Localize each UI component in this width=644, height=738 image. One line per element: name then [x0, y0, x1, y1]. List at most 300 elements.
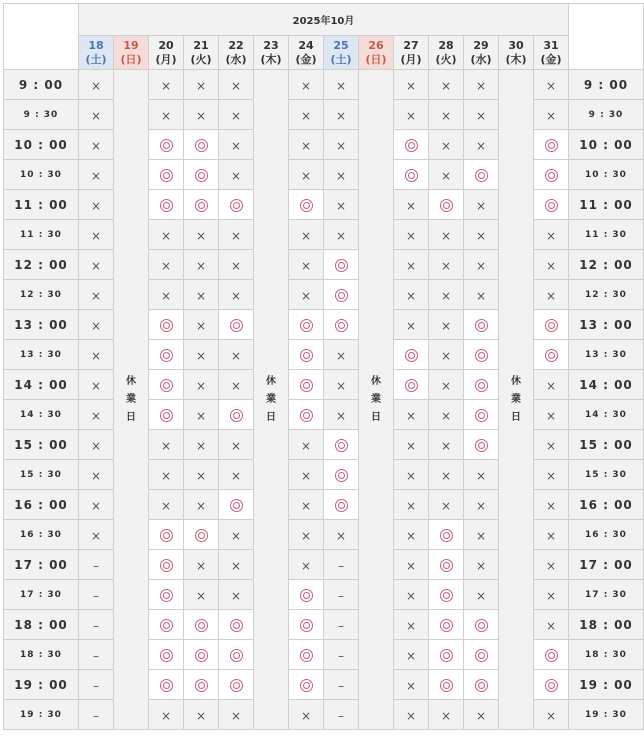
slot-available[interactable]	[289, 340, 324, 370]
day-header-21	[184, 36, 219, 70]
slot-available[interactable]	[149, 400, 184, 430]
day-number: 31	[543, 38, 559, 52]
slot-available[interactable]	[289, 370, 324, 400]
cross-mark: ×	[475, 229, 487, 243]
slot-available[interactable]	[324, 490, 359, 520]
slot-available[interactable]	[464, 610, 499, 640]
time-label-right: 15 : 00	[569, 430, 644, 460]
cross-mark: ×	[195, 469, 207, 483]
slot-available[interactable]	[429, 640, 464, 670]
slot-unavailable	[324, 190, 359, 220]
slot-available[interactable]	[464, 370, 499, 400]
slot-available[interactable]	[429, 550, 464, 580]
cross-mark: ×	[300, 109, 312, 123]
time-label-right: 12 : 30	[569, 280, 644, 310]
slot-unavailable	[184, 430, 219, 460]
slot-unavailable	[534, 550, 569, 580]
day-header-22	[219, 36, 254, 70]
slot-available[interactable]	[219, 610, 254, 640]
slot-unavailable	[289, 490, 324, 520]
slot-available[interactable]	[149, 190, 184, 220]
slot-unavailable	[394, 430, 429, 460]
time-label-right: 10 : 30	[569, 160, 644, 190]
slot-unavailable	[79, 490, 114, 520]
slot-available[interactable]	[219, 640, 254, 670]
slot-unavailable	[534, 370, 569, 400]
cross-mark: ×	[195, 229, 207, 243]
time-label-left: 10 : 00	[4, 130, 79, 160]
time-slot-row	[4, 580, 644, 610]
time-label-right: 13 : 30	[569, 340, 644, 370]
time-slot-row	[4, 280, 644, 310]
slot-available[interactable]	[534, 670, 569, 700]
cross-mark: ×	[195, 439, 207, 453]
cross-mark: ×	[440, 109, 452, 123]
cross-mark: ×	[300, 469, 312, 483]
slot-available[interactable]	[149, 640, 184, 670]
slot-none	[79, 700, 114, 730]
double-circle-icon	[195, 619, 208, 632]
slot-unavailable	[464, 520, 499, 550]
cross-mark: ×	[475, 589, 487, 603]
closed-day-label: 業	[511, 393, 521, 405]
slot-unavailable	[184, 310, 219, 340]
slot-available[interactable]	[464, 430, 499, 460]
slot-unavailable	[429, 370, 464, 400]
time-label-right: 18 : 30	[569, 640, 644, 670]
cross-mark: ×	[195, 559, 207, 573]
day-weekday: (火)	[435, 52, 457, 66]
dash-mark: –	[338, 559, 344, 573]
double-circle-icon	[545, 349, 558, 362]
double-circle-icon	[230, 319, 243, 332]
cross-mark: ×	[195, 289, 207, 303]
slot-unavailable	[394, 190, 429, 220]
slot-unavailable	[79, 340, 114, 370]
slot-none	[79, 610, 114, 640]
slot-available[interactable]	[324, 250, 359, 280]
slot-unavailable	[149, 460, 184, 490]
cross-mark: ×	[160, 469, 172, 483]
slot-unavailable	[534, 70, 569, 100]
slot-unavailable	[79, 70, 114, 100]
time-label-left: 10 : 30	[4, 160, 79, 190]
cross-mark: ×	[335, 169, 347, 183]
slot-unavailable	[289, 100, 324, 130]
cross-mark: ×	[90, 229, 102, 243]
slot-unavailable	[184, 70, 219, 100]
cross-mark: ×	[160, 499, 172, 513]
slot-unavailable	[429, 280, 464, 310]
slot-available[interactable]	[149, 580, 184, 610]
dash-mark: –	[93, 559, 99, 573]
time-label-left: 12 : 00	[4, 250, 79, 280]
slot-available[interactable]	[464, 160, 499, 190]
cross-mark: ×	[545, 379, 557, 393]
slot-available[interactable]	[464, 640, 499, 670]
slot-unavailable	[534, 220, 569, 250]
slot-unavailable	[149, 100, 184, 130]
cross-mark: ×	[405, 79, 417, 93]
double-circle-icon	[160, 139, 173, 152]
slot-available[interactable]	[219, 400, 254, 430]
double-circle-icon	[160, 199, 173, 212]
time-label-right: 11 : 30	[569, 220, 644, 250]
time-label-left: 17 : 30	[4, 580, 79, 610]
slot-unavailable	[534, 100, 569, 130]
time-slot-row	[4, 340, 644, 370]
slot-unavailable	[289, 460, 324, 490]
slot-unavailable	[464, 220, 499, 250]
slot-available[interactable]	[324, 460, 359, 490]
cross-mark: ×	[335, 529, 347, 543]
slot-unavailable	[394, 460, 429, 490]
slot-unavailable	[534, 580, 569, 610]
cross-mark: ×	[300, 439, 312, 453]
slot-available[interactable]	[149, 160, 184, 190]
slot-available[interactable]	[219, 310, 254, 340]
slot-available[interactable]	[219, 190, 254, 220]
cross-mark: ×	[405, 469, 417, 483]
slot-available[interactable]	[429, 190, 464, 220]
slot-available[interactable]	[534, 190, 569, 220]
corner-cell-left	[4, 4, 79, 70]
slot-available[interactable]	[149, 370, 184, 400]
cross-mark: ×	[475, 469, 487, 483]
slot-available[interactable]	[534, 640, 569, 670]
slot-available[interactable]	[184, 160, 219, 190]
slot-none	[324, 610, 359, 640]
slot-available[interactable]	[184, 130, 219, 160]
slot-unavailable	[429, 130, 464, 160]
time-slot-row	[4, 400, 644, 430]
double-circle-icon	[160, 319, 173, 332]
slot-available[interactable]	[184, 670, 219, 700]
slot-unavailable	[184, 280, 219, 310]
slot-unavailable	[184, 550, 219, 580]
slot-available[interactable]	[394, 130, 429, 160]
slot-unavailable	[149, 430, 184, 460]
cross-mark: ×	[300, 229, 312, 243]
closed-day-label: 業	[126, 393, 136, 405]
day-header-20	[149, 36, 184, 70]
slot-available[interactable]	[394, 370, 429, 400]
slot-available[interactable]	[429, 520, 464, 550]
slot-unavailable	[324, 370, 359, 400]
day-header-30	[499, 36, 534, 70]
time-label-right: 14 : 00	[569, 370, 644, 400]
cross-mark: ×	[195, 319, 207, 333]
slot-unavailable	[394, 670, 429, 700]
slot-available[interactable]	[289, 310, 324, 340]
time-slot-row	[4, 70, 644, 100]
day-weekday: (木)	[505, 52, 527, 66]
cross-mark: ×	[230, 169, 242, 183]
slot-available[interactable]	[429, 580, 464, 610]
double-circle-icon	[545, 199, 558, 212]
slot-unavailable	[219, 430, 254, 460]
cross-mark: ×	[300, 169, 312, 183]
double-circle-icon	[195, 649, 208, 662]
time-label-right: 15 : 30	[569, 460, 644, 490]
cross-mark: ×	[195, 709, 207, 723]
cross-mark: ×	[405, 709, 417, 723]
double-circle-icon	[335, 259, 348, 272]
slot-unavailable	[394, 400, 429, 430]
slot-available[interactable]	[184, 610, 219, 640]
slot-unavailable	[429, 700, 464, 730]
cross-mark: ×	[230, 709, 242, 723]
double-circle-icon	[160, 169, 173, 182]
time-label-left: 9 : 00	[4, 70, 79, 100]
slot-available[interactable]	[394, 340, 429, 370]
slot-available[interactable]	[149, 130, 184, 160]
cross-mark: ×	[230, 109, 242, 123]
cross-mark: ×	[405, 499, 417, 513]
slot-available[interactable]	[289, 580, 324, 610]
closed-day-label: 休	[126, 375, 136, 387]
slot-unavailable	[464, 100, 499, 130]
slot-unavailable	[429, 160, 464, 190]
slot-unavailable	[429, 250, 464, 280]
cross-mark: ×	[230, 469, 242, 483]
double-circle-icon	[545, 169, 558, 182]
slot-unavailable	[429, 430, 464, 460]
closed-day-label: 日	[511, 411, 521, 423]
slot-unavailable	[289, 130, 324, 160]
time-slot-row	[4, 190, 644, 220]
slot-available[interactable]	[149, 610, 184, 640]
cross-mark: ×	[335, 79, 347, 93]
double-circle-icon	[335, 499, 348, 512]
cross-mark: ×	[195, 79, 207, 93]
day-weekday: (日)	[120, 52, 142, 66]
day-weekday: (金)	[540, 52, 562, 66]
cross-mark: ×	[335, 379, 347, 393]
slot-available[interactable]	[324, 280, 359, 310]
slot-unavailable	[149, 220, 184, 250]
slot-unavailable	[324, 70, 359, 100]
cross-mark: ×	[90, 79, 102, 93]
time-slot-row	[4, 640, 644, 670]
slot-available[interactable]	[184, 520, 219, 550]
cross-mark: ×	[545, 409, 557, 423]
corner-cell-right	[569, 4, 644, 70]
slot-unavailable	[79, 430, 114, 460]
slot-available[interactable]	[534, 130, 569, 160]
cross-mark: ×	[300, 709, 312, 723]
day-header-31	[534, 36, 569, 70]
cross-mark: ×	[160, 289, 172, 303]
double-circle-icon	[335, 289, 348, 302]
double-circle-icon	[475, 379, 488, 392]
slot-available[interactable]	[289, 640, 324, 670]
time-slot-row	[4, 460, 644, 490]
day-weekday: (月)	[400, 52, 422, 66]
cross-mark: ×	[300, 499, 312, 513]
slot-unavailable	[324, 130, 359, 160]
time-label-left: 18 : 00	[4, 610, 79, 640]
cross-mark: ×	[90, 259, 102, 273]
cross-mark: ×	[230, 289, 242, 303]
double-circle-icon	[230, 199, 243, 212]
cross-mark: ×	[475, 109, 487, 123]
slot-none	[79, 580, 114, 610]
slot-available[interactable]	[464, 310, 499, 340]
slot-unavailable	[219, 520, 254, 550]
slot-unavailable	[429, 70, 464, 100]
slot-available[interactable]	[429, 670, 464, 700]
slot-unavailable	[79, 280, 114, 310]
slot-available[interactable]	[149, 520, 184, 550]
cross-mark: ×	[405, 409, 417, 423]
double-circle-icon	[195, 529, 208, 542]
closed-day-19	[114, 70, 149, 730]
cross-mark: ×	[475, 139, 487, 153]
cross-mark: ×	[440, 289, 452, 303]
cross-mark: ×	[90, 439, 102, 453]
double-circle-icon	[545, 649, 558, 662]
cross-mark: ×	[90, 199, 102, 213]
double-circle-icon	[300, 649, 313, 662]
slot-unavailable	[79, 190, 114, 220]
cross-mark: ×	[545, 439, 557, 453]
cross-mark: ×	[440, 469, 452, 483]
closed-day-23	[254, 70, 289, 730]
dash-mark: –	[93, 589, 99, 603]
slot-available[interactable]	[429, 610, 464, 640]
cross-mark: ×	[440, 439, 452, 453]
cross-mark: ×	[475, 79, 487, 93]
time-label-right: 14 : 30	[569, 400, 644, 430]
slot-unavailable	[394, 550, 429, 580]
slot-available[interactable]	[289, 610, 324, 640]
cross-mark: ×	[475, 289, 487, 303]
slot-available[interactable]	[534, 310, 569, 340]
slot-unavailable	[184, 400, 219, 430]
cross-mark: ×	[475, 499, 487, 513]
slot-unavailable	[219, 700, 254, 730]
slot-unavailable	[184, 100, 219, 130]
slot-unavailable	[79, 460, 114, 490]
slot-available[interactable]	[184, 190, 219, 220]
slot-unavailable	[394, 100, 429, 130]
slot-unavailable	[184, 490, 219, 520]
cross-mark: ×	[545, 109, 557, 123]
cross-mark: ×	[405, 529, 417, 543]
double-circle-icon	[230, 619, 243, 632]
double-circle-icon	[160, 559, 173, 572]
dash-mark: –	[338, 619, 344, 633]
dash-mark: –	[338, 589, 344, 603]
cross-mark: ×	[440, 169, 452, 183]
cross-mark: ×	[440, 139, 452, 153]
cross-mark: ×	[195, 499, 207, 513]
time-label-left: 14 : 30	[4, 400, 79, 430]
cross-mark: ×	[230, 139, 242, 153]
cross-mark: ×	[335, 229, 347, 243]
slot-available[interactable]	[534, 340, 569, 370]
closed-day-label: 休	[371, 375, 381, 387]
cross-mark: ×	[300, 139, 312, 153]
cross-mark: ×	[335, 139, 347, 153]
slot-available[interactable]	[289, 400, 324, 430]
cross-mark: ×	[545, 469, 557, 483]
double-circle-icon	[160, 529, 173, 542]
cross-mark: ×	[230, 439, 242, 453]
double-circle-icon	[230, 409, 243, 422]
slot-available[interactable]	[219, 490, 254, 520]
cross-mark: ×	[405, 289, 417, 303]
cross-mark: ×	[90, 469, 102, 483]
cross-mark: ×	[405, 259, 417, 273]
slot-unavailable	[464, 460, 499, 490]
cross-mark: ×	[300, 289, 312, 303]
cross-mark: ×	[335, 109, 347, 123]
slot-unavailable	[534, 490, 569, 520]
day-weekday: (木)	[260, 52, 282, 66]
slot-available[interactable]	[324, 310, 359, 340]
slot-unavailable	[79, 370, 114, 400]
double-circle-icon	[475, 649, 488, 662]
slot-available[interactable]	[219, 670, 254, 700]
cross-mark: ×	[90, 349, 102, 363]
slot-available[interactable]	[149, 670, 184, 700]
time-label-left: 13 : 00	[4, 310, 79, 340]
slot-available[interactable]	[394, 160, 429, 190]
time-slot-row	[4, 700, 644, 730]
slot-available[interactable]	[149, 550, 184, 580]
slot-available[interactable]	[324, 430, 359, 460]
slot-available[interactable]	[149, 310, 184, 340]
slot-available[interactable]	[149, 340, 184, 370]
double-circle-icon	[230, 679, 243, 692]
time-label-left: 16 : 30	[4, 520, 79, 550]
double-circle-icon	[475, 679, 488, 692]
slot-unavailable	[149, 70, 184, 100]
day-number: 19	[123, 38, 139, 52]
day-header-27	[394, 36, 429, 70]
closed-day-30	[499, 70, 534, 730]
double-circle-icon	[545, 679, 558, 692]
cross-mark: ×	[160, 439, 172, 453]
slot-unavailable	[534, 460, 569, 490]
slot-unavailable	[464, 280, 499, 310]
slot-available[interactable]	[289, 190, 324, 220]
time-label-right: 11 : 00	[569, 190, 644, 220]
slot-unavailable	[429, 310, 464, 340]
slot-available[interactable]	[534, 160, 569, 190]
slot-available[interactable]	[464, 340, 499, 370]
cross-mark: ×	[90, 169, 102, 183]
cross-mark: ×	[90, 529, 102, 543]
double-circle-icon	[160, 649, 173, 662]
month-label: 2025年10月	[79, 4, 569, 36]
cross-mark: ×	[90, 139, 102, 153]
slot-available[interactable]	[464, 670, 499, 700]
slot-unavailable	[79, 160, 114, 190]
day-header-19	[114, 36, 149, 70]
slot-available[interactable]	[184, 640, 219, 670]
time-label-left: 12 : 30	[4, 280, 79, 310]
cross-mark: ×	[475, 559, 487, 573]
cross-mark: ×	[90, 409, 102, 423]
slot-unavailable	[429, 220, 464, 250]
double-circle-icon	[475, 619, 488, 632]
slot-unavailable	[289, 250, 324, 280]
slot-available[interactable]	[289, 670, 324, 700]
slot-available[interactable]	[464, 400, 499, 430]
